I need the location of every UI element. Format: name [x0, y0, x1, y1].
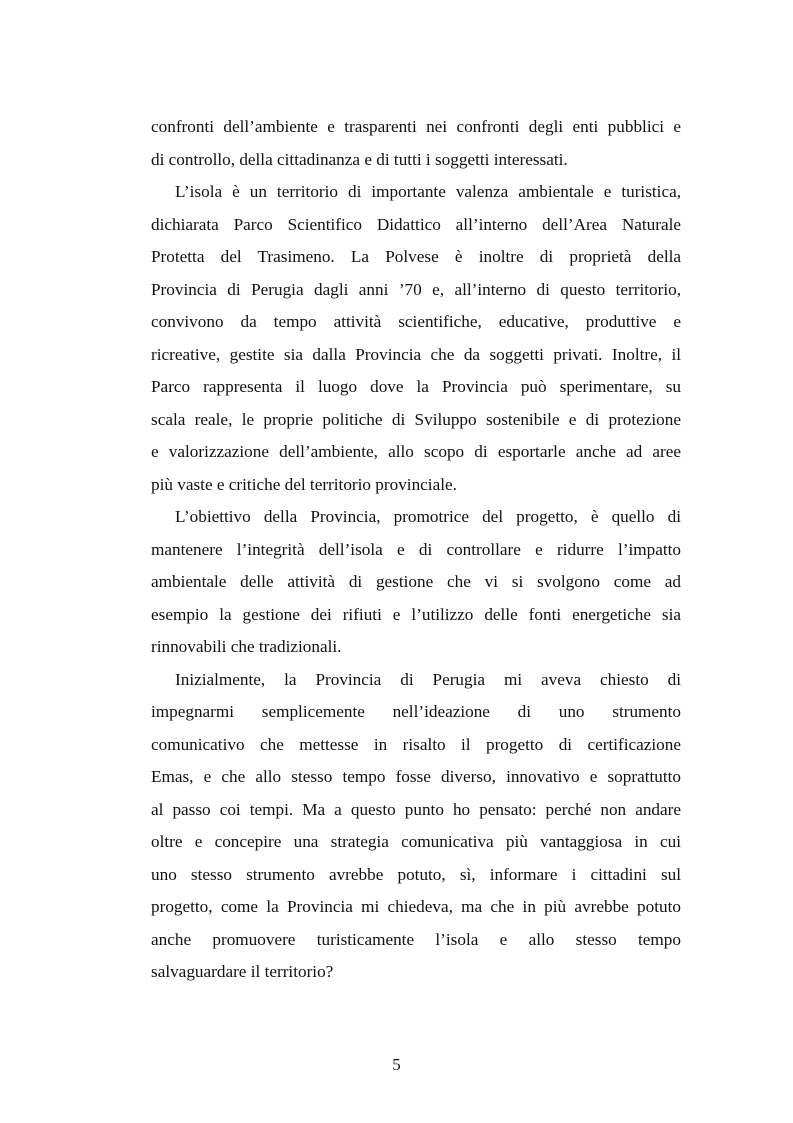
text-line: L’isola è un territorio di importante valenza ambientale e turistica,: [175, 182, 681, 201]
text-line: scala reale, le proprie politiche di Sviluppo sostenibile e di protezione: [151, 409, 681, 429]
text-line: Inizialmente, la Provincia di Perugia mi aveva chiesto di: [175, 669, 681, 689]
text-line: più vaste e critiche del territorio provinciale.: [151, 474, 457, 494]
text-line: L’obiettivo della Provincia, promotrice del progetto, è quello di: [175, 507, 681, 526]
text-line: al passo coi tempi. Ma a questo punto ho pensato: perché non andare: [151, 799, 681, 819]
text-line: convivono da tempo attività scientifiche, educative, produttive e: [151, 312, 681, 331]
text-line: anche promuovere turisticamente l’isola e allo stesso tempo: [151, 929, 681, 949]
text-line: dichiarata Parco Scientifico Didattico all’interno dell’Area Naturale: [151, 214, 681, 234]
text-line: oltre e concepire una strategia comunicativa più vantaggiosa in cui: [151, 832, 681, 851]
text-line: impegnarmi semplicemente nell’ideazione di uno strumento: [151, 702, 681, 721]
text-line: progetto, come la Provincia mi chiedeva, ma che in più avrebbe potuto: [151, 897, 681, 916]
text-line: e valorizzazione dell’ambiente, allo scopo di esportarle anche ad aree: [151, 442, 681, 461]
text-line: confronti dell’ambiente e trasparenti nei confronti degli enti pubblici e: [151, 117, 681, 136]
text-line: esempio la gestione dei rifiuti e l’utilizzo delle fonti energetiche sia: [151, 604, 681, 624]
text-line: Provincia di Perugia dagli anni ’70 e, all’interno di questo territorio,: [151, 279, 681, 299]
page-number: 5: [392, 1055, 401, 1074]
text-line: Emas, e che allo stesso tempo fosse diverso, innovativo e soprattutto: [151, 767, 681, 786]
text-line: mantenere l’integrità dell’isola e di controllare e ridurre l’impatto: [151, 539, 681, 559]
text-line: salvaguardare il territorio?: [151, 962, 334, 981]
text-line: Parco rappresenta il luogo dove la Provincia può sperimentare, su: [151, 377, 681, 396]
body-text: [151, 111, 681, 989]
text-line: ricreative, gestite sia dalla Provincia che da soggetti privati. Inoltre, il: [151, 344, 681, 364]
text-line: rinnovabili che tradizionali.: [151, 637, 342, 656]
text-line: Protetta del Trasimeno. La Polvese è inoltre di proprietà della: [151, 247, 681, 266]
text-line: ambientale delle attività di gestione che vi si svolgono come ad: [151, 572, 681, 591]
text-line: comunicativo che mettesse in risalto il progetto di certificazione: [151, 734, 681, 754]
text-line: uno stesso strumento avrebbe potuto, sì, informare i cittadini sul: [151, 864, 681, 884]
text-line: di controllo, della cittadinanza e di tutti i soggetti interessati.: [151, 149, 568, 169]
